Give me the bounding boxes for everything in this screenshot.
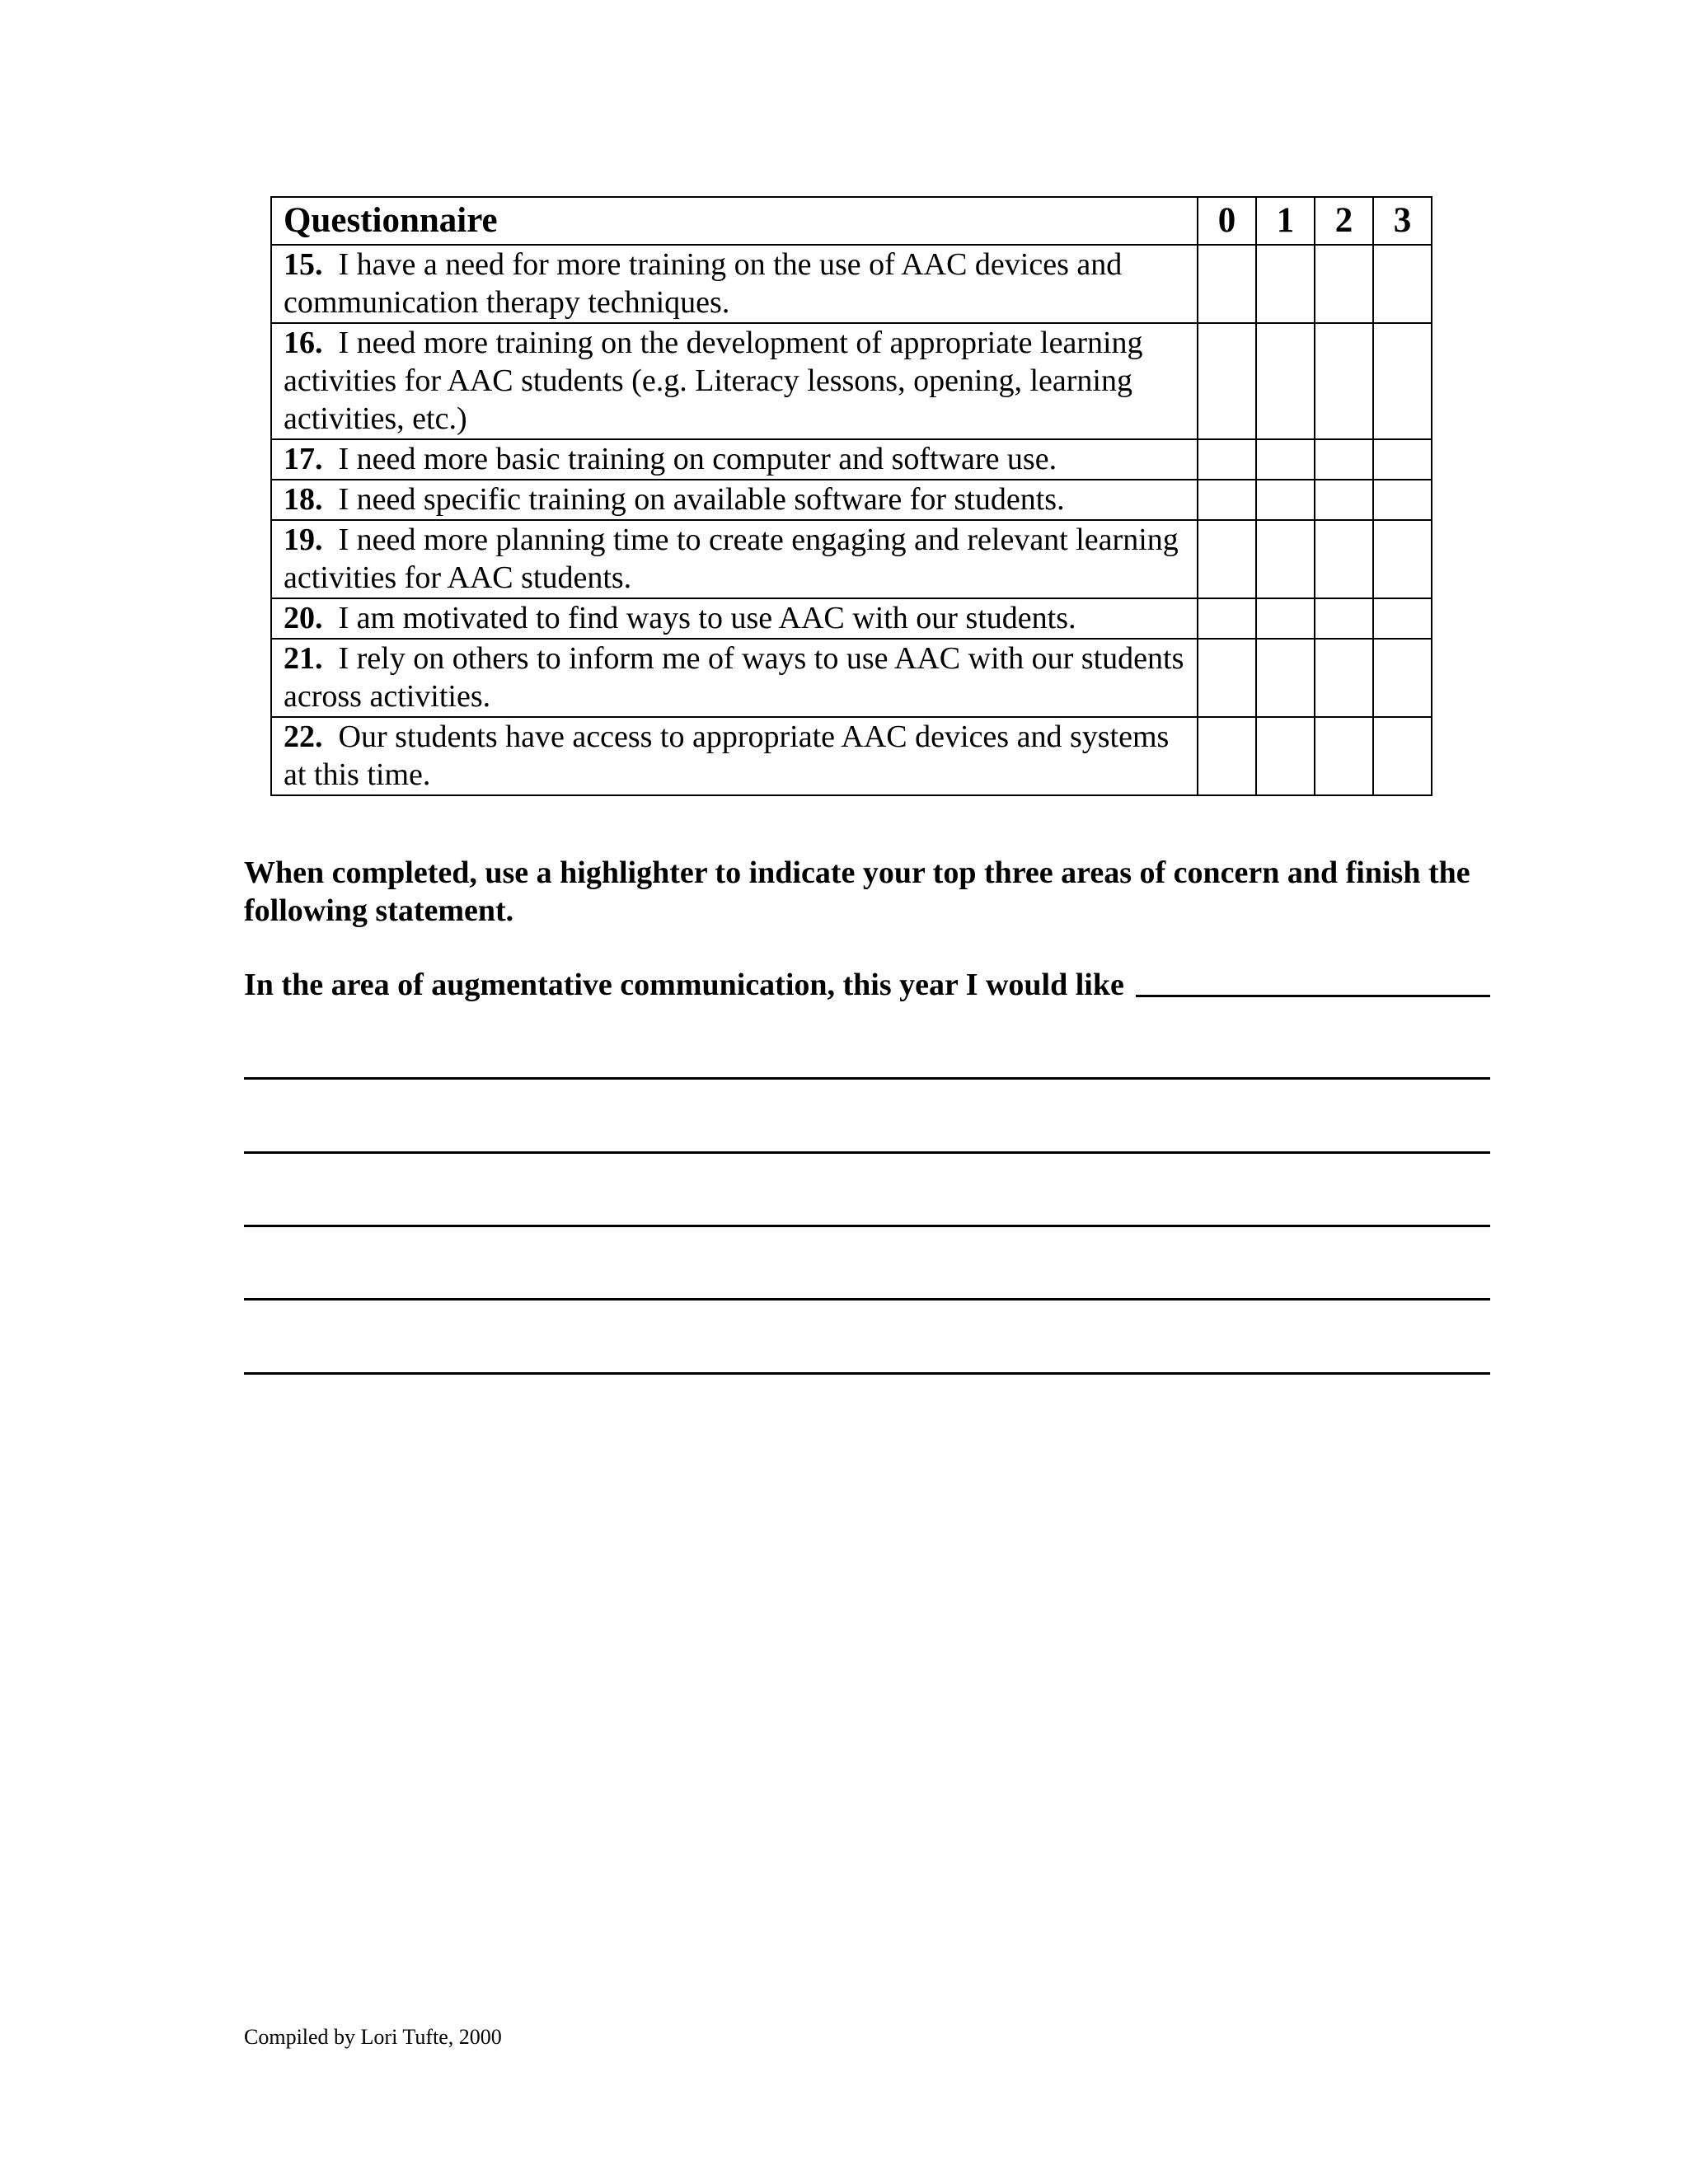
score-box-1[interactable] — [1256, 717, 1315, 795]
question-text: I need more basic training on computer and software use. — [338, 442, 1057, 476]
score-box-0[interactable] — [1198, 439, 1256, 480]
score-box-2[interactable] — [1315, 245, 1373, 323]
question-row — [271, 245, 1432, 323]
question-row — [271, 520, 1432, 598]
statement-row — [244, 966, 1490, 1004]
question-cell — [271, 520, 1198, 598]
score-box-1[interactable] — [1256, 323, 1315, 439]
score-box-1[interactable] — [1256, 480, 1315, 520]
question-cell — [271, 439, 1198, 480]
questionnaire-title: Questionnaire — [271, 197, 1198, 245]
scale-header-1: 1 — [1256, 197, 1315, 245]
score-box-0[interactable] — [1198, 480, 1256, 520]
scale-header-2: 2 — [1315, 197, 1373, 245]
questionnaire-table — [270, 196, 1432, 796]
question-cell — [271, 639, 1198, 717]
answer-line[interactable] — [244, 1372, 1490, 1375]
score-box-0[interactable] — [1198, 639, 1256, 717]
question-cell — [271, 717, 1198, 795]
score-box-3[interactable] — [1373, 439, 1432, 480]
score-box-2[interactable] — [1315, 480, 1373, 520]
score-box-1[interactable] — [1256, 245, 1315, 323]
question-number: 21. — [284, 641, 323, 676]
score-box-3[interactable] — [1373, 717, 1432, 795]
statement-answer-blank[interactable] — [1136, 995, 1490, 997]
question-number: 20. — [284, 601, 323, 635]
statement-prompt: In the area of augmentative communication, this year I would like — [244, 968, 1124, 1002]
score-box-3[interactable] — [1373, 520, 1432, 598]
question-text: I need specific training on available software for students. — [338, 482, 1065, 517]
question-cell — [271, 598, 1198, 639]
question-cell — [271, 323, 1198, 439]
score-box-3[interactable] — [1373, 245, 1432, 323]
score-box-2[interactable] — [1315, 439, 1373, 480]
question-text: I am motivated to find ways to use AAC with our students. — [338, 601, 1076, 635]
score-box-3[interactable] — [1373, 323, 1432, 439]
question-number: 19. — [284, 523, 323, 557]
table-header-row — [271, 197, 1432, 245]
answer-line[interactable] — [244, 1298, 1490, 1301]
question-number: 16. — [284, 326, 323, 360]
score-box-1[interactable] — [1256, 439, 1315, 480]
score-box-2[interactable] — [1315, 520, 1373, 598]
question-number: 18. — [284, 482, 323, 517]
score-box-0[interactable] — [1198, 520, 1256, 598]
score-box-2[interactable] — [1315, 717, 1373, 795]
scale-header-3: 3 — [1373, 197, 1432, 245]
score-box-1[interactable] — [1256, 598, 1315, 639]
question-cell — [271, 480, 1198, 520]
score-box-3[interactable] — [1373, 598, 1432, 639]
question-text: Our students have access to appropriate AAC devices and systems at this time. — [284, 719, 1170, 792]
answer-line[interactable] — [244, 1225, 1490, 1227]
score-box-0[interactable] — [1198, 323, 1256, 439]
score-box-2[interactable] — [1315, 598, 1373, 639]
question-text: I rely on others to inform me of ways to use AAC with our students across activities. — [284, 641, 1184, 714]
scale-header-0: 0 — [1198, 197, 1256, 245]
question-text: I need more planning time to create engaging and relevant learning activities for AAC students. — [284, 523, 1179, 595]
score-box-3[interactable] — [1373, 480, 1432, 520]
answer-line[interactable] — [244, 1077, 1490, 1080]
score-box-0[interactable] — [1198, 245, 1256, 323]
question-row — [271, 717, 1432, 795]
question-row — [271, 480, 1432, 520]
question-number: 22. — [284, 719, 323, 754]
score-box-2[interactable] — [1315, 323, 1373, 439]
score-box-2[interactable] — [1315, 639, 1373, 717]
instructions-text: When completed, use a highlighter to indicate your top three areas of concern and finish the following statement. — [244, 855, 1470, 928]
score-box-1[interactable] — [1256, 639, 1315, 717]
question-text: I need more training on the development of appropriate learning activities for AAC students (e.g. Literacy lessons, opening, learning activities, etc.) — [284, 326, 1143, 436]
score-box-0[interactable] — [1198, 598, 1256, 639]
question-row — [271, 323, 1432, 439]
question-row — [271, 639, 1432, 717]
question-number: 15. — [284, 247, 323, 282]
question-cell — [271, 245, 1198, 323]
question-row — [271, 598, 1432, 639]
question-number: 17. — [284, 442, 323, 476]
score-box-3[interactable] — [1373, 639, 1432, 717]
question-text: I have a need for more training on the use of AAC devices and communication therapy techniques. — [284, 247, 1123, 320]
score-box-1[interactable] — [1256, 520, 1315, 598]
footer-credit: Compiled by Lori Tufte, 2000 — [244, 2025, 502, 2049]
question-row — [271, 439, 1432, 480]
answer-line[interactable] — [244, 1151, 1490, 1154]
score-box-0[interactable] — [1198, 717, 1256, 795]
